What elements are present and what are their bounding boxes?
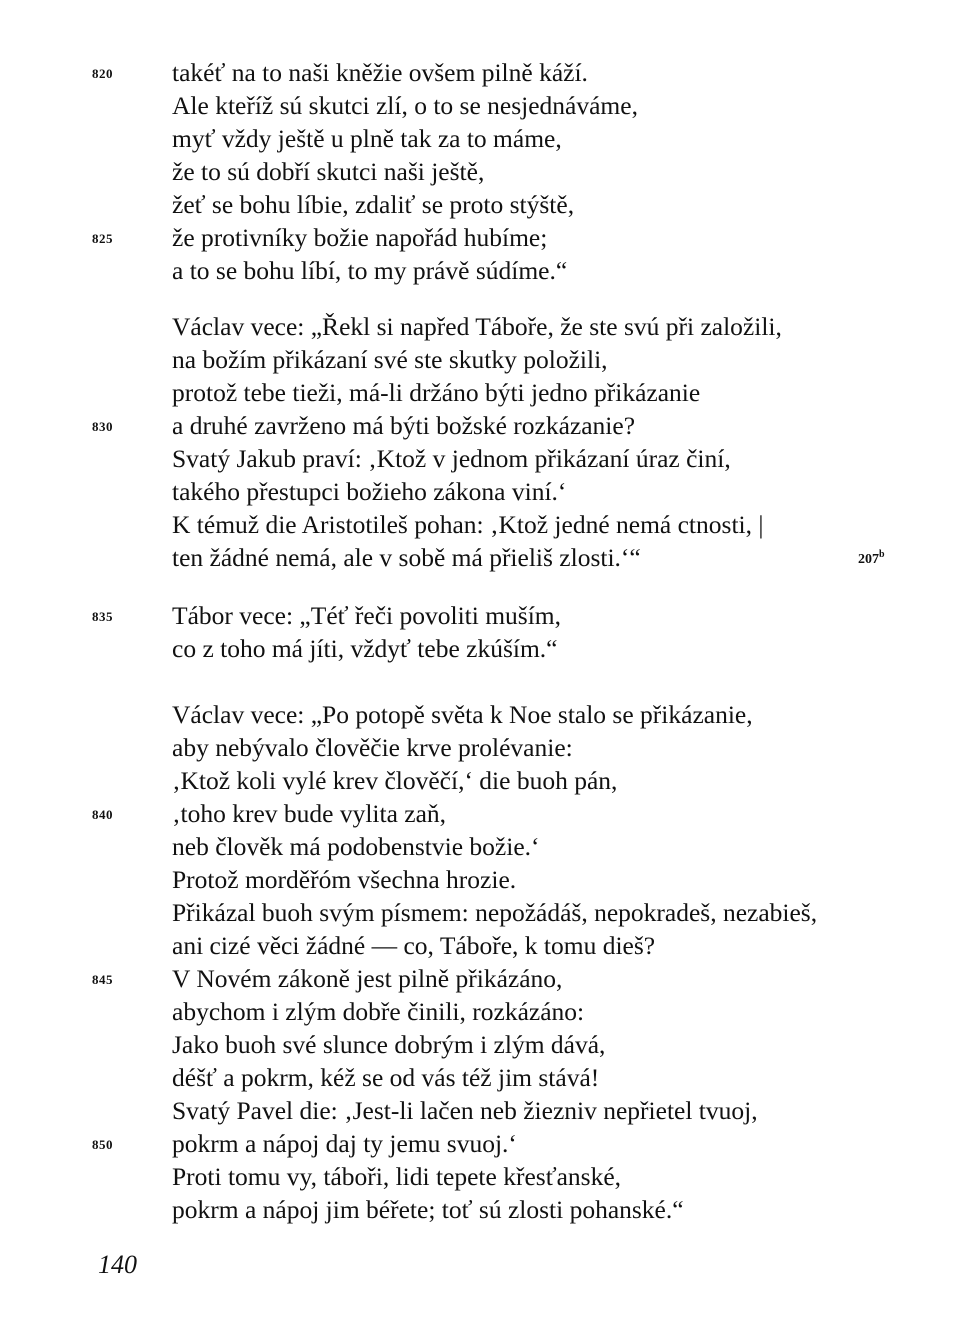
verse-text-line: na božím přikázaní své ste skutky položili, xyxy=(172,345,608,374)
verse-text-line: protož tebe tieži, má-li držáno býti jedno přikázanie xyxy=(172,378,701,407)
verse-line xyxy=(0,122,960,156)
verse-text-line: ten žádné nemá, ale v sobě má přieliš zlosti.‘“ xyxy=(172,543,641,572)
verse-text-line: abychom i zlým dobře činili, rozkázáno: xyxy=(172,997,585,1026)
verse-line xyxy=(0,254,960,288)
verse-text-line: neb člověk má podobenstvie božie.‘ xyxy=(172,832,540,861)
verse-text-line: a to se bohu líbí, to my právě súdíme.“ xyxy=(172,256,568,285)
verse-line xyxy=(0,1127,960,1161)
verse-text-line: takéť na to naši kněžie ovšem pilně káží. xyxy=(172,58,588,87)
folio-reference-side: b xyxy=(879,549,885,560)
verse-text-line: co z toho má jíti, vždyť tebe zkúším.“ xyxy=(172,634,558,663)
verse-text-line: pokrm a nápoj daj ty jemu svuoj.‘ xyxy=(172,1129,517,1158)
verse-line xyxy=(0,896,960,930)
verse-line xyxy=(0,221,960,255)
verse-text-line: Svatý Pavel die: ‚Jest-li lačen neb žiezniv nepřietel tvuoj, xyxy=(172,1096,758,1125)
verse-text-line: V Novém zákoně jest pilně přikázáno, xyxy=(172,964,563,993)
verse-line xyxy=(0,56,960,90)
verse-line xyxy=(0,830,960,864)
verse-text-line: ‚Ktož koli vylé krev člověčí,‘ die buoh pán, xyxy=(172,766,618,795)
verse-text-line: Proti tomu vy, táboři, lidi tepete křesťanské, xyxy=(172,1162,622,1191)
verse-line xyxy=(0,1028,960,1062)
verse-line xyxy=(0,1160,960,1194)
verse-line xyxy=(0,1193,960,1227)
verse-text-line: ‚toho krev bude vylita zaň, xyxy=(172,799,447,828)
verse-text-line: Tábor vece: „Téť řeči povoliti muším, xyxy=(172,601,562,630)
verse-line xyxy=(0,863,960,897)
page-number: 140 xyxy=(98,1250,137,1279)
verse-line xyxy=(0,442,960,476)
verse-line xyxy=(0,376,960,410)
line-number: 825 xyxy=(92,231,113,246)
verse-text-line: pokrm a nápoj jim béřete; toť sú zlosti pohanské.“ xyxy=(172,1195,684,1224)
verse-text-line: ani cizé věci žádné — co, Táboře, k tomu dieš? xyxy=(172,931,656,960)
verse-line xyxy=(0,475,960,509)
verse-text-line: myť vždy ještě u plně tak za to máme, xyxy=(172,124,562,153)
verse-line xyxy=(0,929,960,963)
verse-text-line: takého přestupci božieho zákona viní.‘ xyxy=(172,477,567,506)
verse-text-line: Václav vece: „Řekl si napřed Táboře, že ste svú při založili, xyxy=(172,312,782,341)
verse-text-line: K témuž die Aristotileš pohan: ‚Ktož jedné nemá ctnosti, | xyxy=(172,510,764,539)
line-number: 820 xyxy=(92,66,113,81)
verse-line xyxy=(0,632,960,666)
verse-text-line: Přikázal buoh svým písmem: nepožádáš, nepokradeš, nezabieš, xyxy=(172,898,818,927)
verse-line xyxy=(0,508,960,542)
verse-line xyxy=(0,409,960,443)
verse-text-line: aby nebývalo člověčie krve prolévanie: xyxy=(172,733,573,762)
verse-text-line: Svatý Jakub praví: ‚Ktož v jednom přikázaní úraz činí, xyxy=(172,444,731,473)
verse-text-line: že to sú dobří skutci naši ještě, xyxy=(172,157,485,186)
verse-text-line: Jako buoh své slunce dobrým i zlým dává, xyxy=(172,1030,606,1059)
folio-reference-number: 207 xyxy=(858,552,879,567)
verse-line xyxy=(0,698,960,732)
verse-line xyxy=(0,541,960,575)
verse-text-line: žeť se bohu líbie, zdaliť se proto stýště, xyxy=(172,190,575,219)
verse-line xyxy=(0,310,960,344)
line-number: 830 xyxy=(92,419,113,434)
verse-text-line: Protož morděřóm všechna hrozie. xyxy=(172,865,517,894)
verse-line xyxy=(0,188,960,222)
line-number: 840 xyxy=(92,807,113,822)
verse-line xyxy=(0,1094,960,1128)
folio-reference xyxy=(858,549,885,568)
line-number: 850 xyxy=(92,1137,113,1152)
line-number: 835 xyxy=(92,609,113,624)
verse-line xyxy=(0,764,960,798)
verse-line xyxy=(0,155,960,189)
verse-line xyxy=(0,89,960,123)
verse-text-line: že protivníky božie napořád hubíme; xyxy=(172,223,548,252)
verse-line xyxy=(0,731,960,765)
verse-line xyxy=(0,797,960,831)
verse-line xyxy=(0,599,960,633)
verse-line xyxy=(0,995,960,1029)
verse-line xyxy=(0,962,960,996)
verse-text-line: Ale kteříž sú skutci zlí, o to se nesjednáváme, xyxy=(172,91,638,120)
verse-text-line: déšť a pokrm, kéž se od vás též jim stává! xyxy=(172,1063,600,1092)
verse-line xyxy=(0,343,960,377)
line-number: 845 xyxy=(92,972,113,987)
verse-line xyxy=(0,1061,960,1095)
verse-text-line: Václav vece: „Po potopě světa k Noe stalo se přikázanie, xyxy=(172,700,753,729)
verse-text-line: a druhé zavrženo má býti božské rozkázanie? xyxy=(172,411,636,440)
